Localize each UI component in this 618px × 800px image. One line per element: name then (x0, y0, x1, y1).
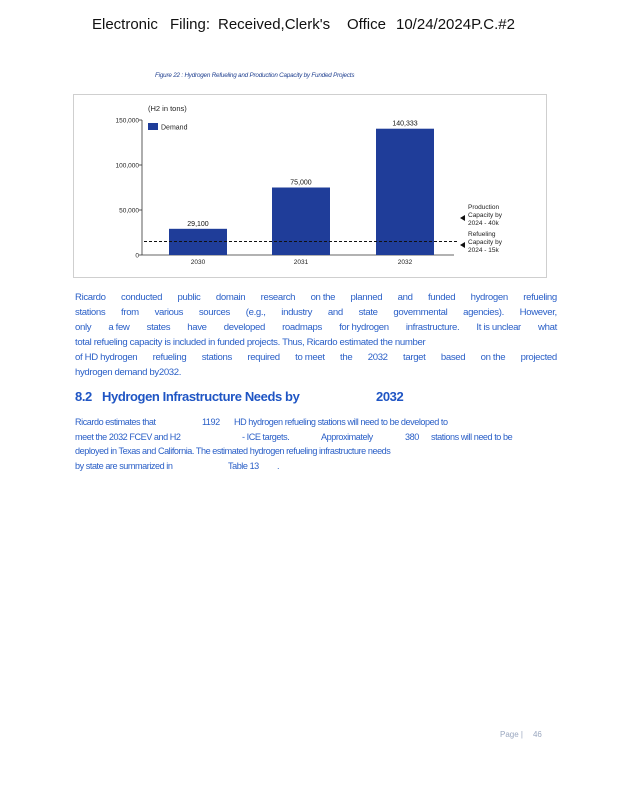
text-run: deployed in Texas and California. The estimated hydrogen refueling infrastructure needs (75, 446, 391, 456)
paragraph-line (75, 350, 557, 365)
bar-2031 (272, 188, 330, 256)
paragraph-line (75, 290, 557, 305)
legend-label: Demand (161, 124, 188, 132)
header-received-clerks: Received,Clerk's (218, 16, 331, 33)
word: and (397, 292, 413, 303)
header-office: Office (347, 16, 386, 33)
text-run: - ICE targets. (242, 431, 290, 442)
header-electronic: Electronic (92, 16, 158, 33)
data-label: 75,000 (290, 179, 312, 187)
word: It is unclear (476, 322, 521, 333)
word: public (177, 292, 201, 303)
word: research (260, 292, 296, 303)
paragraph-line (75, 320, 557, 335)
paragraph-line (75, 459, 555, 474)
annotation-text: 2024 - 40k (468, 220, 499, 227)
chart-container (73, 94, 547, 278)
figure-caption: Figure 22 : Hydrogen Refueling and Production Capacity by Funded Projects (155, 72, 355, 79)
text-run: . (277, 460, 280, 471)
word: various (154, 307, 184, 318)
word: the (340, 352, 353, 363)
page-footer (500, 730, 542, 739)
word: states (146, 322, 171, 333)
paragraph-line (75, 335, 557, 350)
word: stations (201, 352, 232, 363)
word: hydrogen demand by2032. (75, 367, 182, 378)
word: 2032 (367, 352, 388, 363)
bar-2032 (376, 129, 434, 255)
word: developed (223, 322, 265, 333)
text-run: stations will need to be (431, 431, 513, 442)
word: what (538, 322, 557, 333)
x-tick-label: 2031 (293, 259, 309, 266)
word: target (403, 352, 426, 363)
word: agencies). (463, 307, 504, 318)
annotation-arrow (460, 215, 465, 221)
word: industry (281, 307, 313, 318)
y-tick-label: 150,000 (115, 117, 139, 125)
paragraph-ricardo-research (75, 290, 557, 380)
word: domain (215, 292, 246, 303)
word: based (440, 352, 466, 363)
word: have (187, 322, 207, 333)
word: from (121, 307, 139, 318)
bar-2030 (169, 229, 227, 255)
station-count-total: 1192 (202, 417, 220, 427)
annotation-text: 2024 - 15k (468, 247, 499, 254)
paragraph-line (75, 365, 557, 380)
section-title-text: Hydrogen Infrastructure Needs by (102, 389, 300, 404)
y-tick-label: 0 (135, 252, 139, 260)
x-tick-label: 2032 (397, 259, 413, 266)
word: funded (427, 292, 456, 303)
word: on the (310, 292, 336, 303)
header-filing: Filing: (170, 16, 211, 33)
paragraph-station-estimates (75, 415, 555, 473)
annotation-text: Refueling (468, 231, 496, 238)
word: roadmaps (282, 322, 322, 333)
annotation-text: Capacity by (468, 212, 502, 219)
word: infrastructure. (405, 322, 460, 333)
word: total refueling capacity is included in funded projects. Thus, Ricardo estimated the number (75, 337, 426, 348)
section-title-year: 2032 (376, 389, 404, 404)
section-number: 8.2 (75, 389, 92, 404)
text-run: HD hydrogen refueling stations will need to be developed to (234, 417, 448, 427)
word: projected (520, 352, 557, 363)
station-count-tx-ca: 380 (405, 431, 419, 442)
word: However, (519, 307, 557, 318)
word: state (358, 307, 378, 318)
y-tick-label: 100,000 (115, 162, 139, 170)
word: on the (480, 352, 506, 363)
y-tick-label: 50,000 (119, 207, 139, 215)
data-label: 29,100 (187, 220, 209, 228)
word: of HD hydrogen (75, 352, 138, 363)
paragraph-line (75, 444, 555, 459)
annotation-text: Capacity by (468, 239, 502, 246)
legend-swatch (148, 123, 158, 130)
word: to meet (295, 352, 325, 363)
word: and (327, 307, 343, 318)
word: for hydrogen (339, 322, 389, 333)
text-run: by state are summarized in (75, 460, 173, 471)
word: conducted (121, 292, 163, 303)
text-run: meet the 2032 FCEV and H2 (75, 431, 181, 442)
table-13-link[interactable]: Table 13 (228, 460, 259, 471)
x-tick-label: 2030 (190, 259, 206, 266)
y-unit-label: (H2 in tons) (148, 104, 187, 113)
annotation-text: Production (468, 204, 500, 211)
word: governmental (393, 307, 448, 318)
paragraph-line (75, 305, 557, 320)
word: sources (198, 307, 230, 318)
page-number: 46 (532, 730, 542, 739)
page-label: Page | (500, 730, 523, 739)
bar-chart (74, 95, 546, 277)
annotation-arrow (460, 242, 465, 248)
word: planned (350, 292, 383, 303)
word: only (75, 322, 92, 333)
word: (e.g., (245, 307, 266, 318)
word: hydrogen (470, 292, 508, 303)
word: stations (75, 307, 106, 318)
paragraph-line (75, 415, 555, 430)
word: a few (108, 322, 130, 333)
word: refueling (523, 292, 557, 303)
word: required (247, 352, 280, 363)
text-run: Ricardo estimates that (75, 417, 156, 427)
word: refueling (152, 352, 187, 363)
word: Ricardo (75, 292, 106, 303)
header-date-pc: 10/24/2024P.C.#2 (396, 16, 515, 33)
text-run: Approximately (321, 431, 373, 442)
data-label: 140,333 (392, 120, 418, 128)
paragraph-line (75, 430, 555, 445)
